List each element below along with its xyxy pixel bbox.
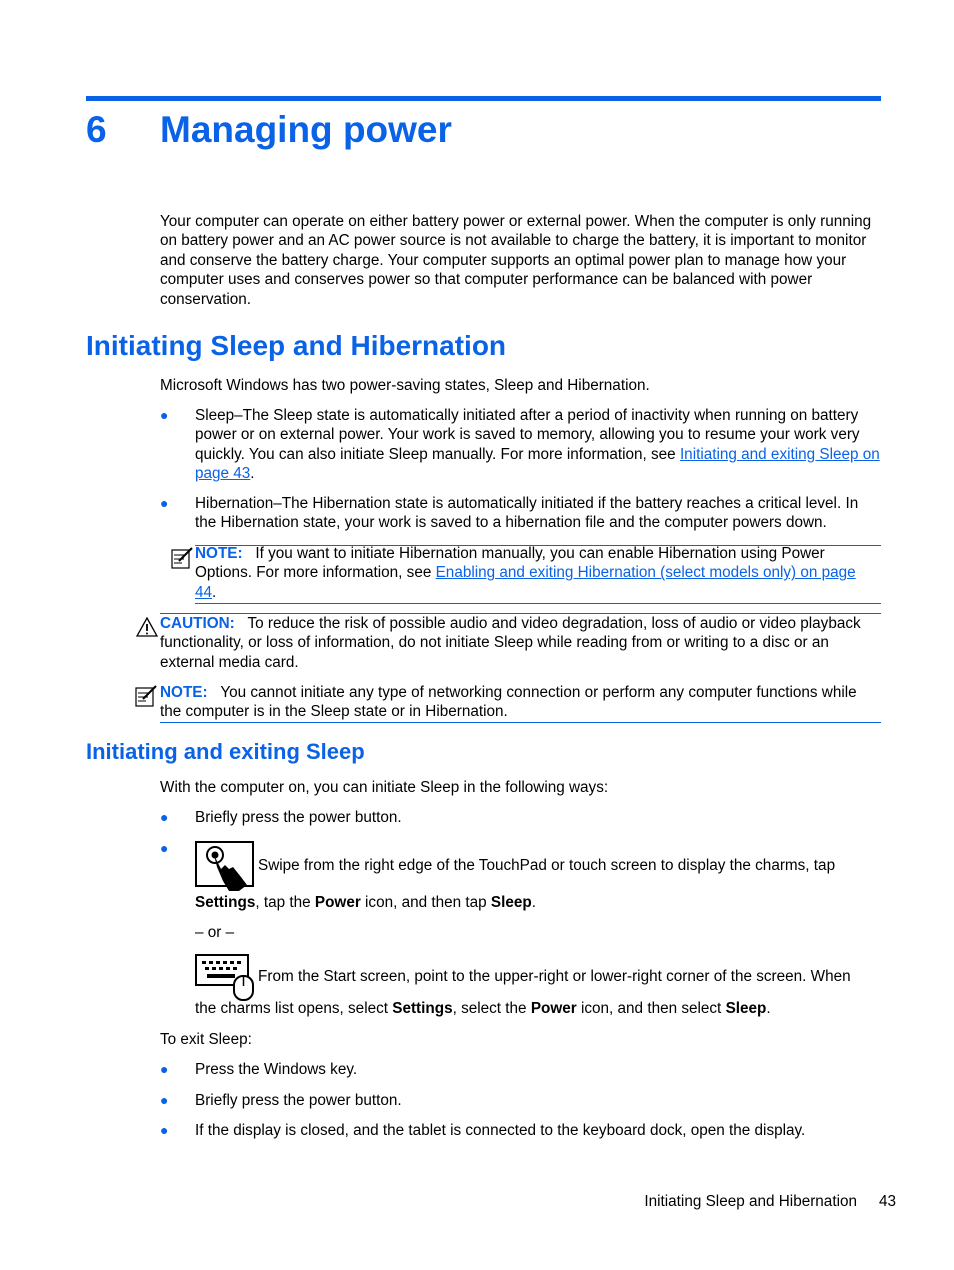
touch-gesture-icon [195, 841, 255, 891]
bullet-marker: ● [160, 840, 169, 856]
bullet-marker: ● [160, 1092, 169, 1108]
note-hibernation: NOTE: If you want to initiate Hibernation manually, you can enable Hibernation using Power Options. For more information, see Enabling and exiting Hibernation (select models only) on page 44. [195, 545, 856, 601]
bullet-windows-key: Press the Windows key. [195, 1061, 358, 1078]
bullet-marker: ● [160, 809, 169, 825]
page-footer [644, 1192, 896, 1211]
chapter-number: 6 [86, 109, 107, 150]
page-number: 43 [878, 1193, 896, 1210]
bullet-marker: ● [160, 407, 169, 423]
keyboard-instruction-line1: From the Start screen, point to the upper-right or lower-right corner of the screen. When [258, 968, 851, 985]
chapter-rule [86, 96, 881, 101]
footer-section: Initiating Sleep and Hibernation [644, 1193, 857, 1210]
link-enabling-hibernation[interactable]: Enabling and exiting Hibernation (select models only) on page 44 [195, 564, 856, 601]
bullet-marker: ● [160, 1122, 169, 1138]
bullet-press-power-exit: Briefly press the power button. [195, 1092, 402, 1109]
warning-icon [136, 617, 158, 637]
caution-text: CAUTION: To reduce the risk of possible audio and video degradation, loss of audio or video playback functionality, or loss of information, do not initiate Sleep while reading from or writing to a disc or an external media card. [160, 615, 861, 671]
section-title: Initiating Sleep and Hibernation [86, 330, 507, 361]
bullet-marker: ● [160, 1061, 169, 1077]
note-label: NOTE: [195, 545, 243, 562]
or-separator: – or – [195, 924, 235, 941]
keyboard-instruction-line2: the charms list opens, select Settings, select the Power icon, and then select Sleep. [195, 1000, 771, 1017]
note-icon [170, 546, 194, 570]
link-initiating-exiting-sleep[interactable]: Initiating and exiting Sleep on page 43 [195, 445, 880, 483]
touch-instruction-line1: Swipe from the right edge of the TouchPad or touch screen to display the charms, tap [258, 857, 836, 874]
subsection-title: Initiating and exiting Sleep [86, 739, 365, 764]
bullet-press-power: Briefly press the power button. [195, 809, 402, 826]
note-rule-bottom [195, 603, 881, 604]
bullet-hibernation: Hibernation–The Hibernation state is automatically initiated if the battery reaches a critical level. In the Hibernation state, your work is saved to a hibernation file and the computer powers down. [195, 495, 859, 532]
bullet-sleep: Sleep–The Sleep state is automatically initiated after a period of inactivity when running on battery power or on external power. Your work is saved to memory, allowing you to resume your work very quickly. You can also initiate Sleep manually. For more information, see Initiating and exiting Sleep on page 43. [195, 407, 880, 483]
touch-instruction-line2: Settings, tap the Power icon, and then tap Sleep. [195, 894, 536, 911]
bullet-marker: ● [160, 495, 169, 511]
note-label: NOTE: [160, 684, 208, 701]
bullet-open-display: If the display is closed, and the tablet is connected to the keyboard dock, open the display. [195, 1122, 806, 1139]
note-rule-bottom [160, 722, 881, 723]
caution-label: CAUTION: [160, 615, 235, 632]
exit-sleep-lead: To exit Sleep: [160, 1031, 252, 1048]
note-sleep-networking: NOTE: You cannot initiate any type of networking connection or perform any computer functions while the computer is in the Sleep state or in Hibernation. [160, 684, 857, 721]
subsection-lead: With the computer on, you can initiate Sleep in the following ways: [160, 779, 609, 796]
intro-paragraph: Your computer can operate on either battery power or external power. When the computer is only running on battery power and an AC power source is not available to charge the battery, it is important to monitor and conserve the battery charge. Your computer supports an optimal power plan to manage how your computer uses and conserves power so that computer performance can be balanced with power conservation. [160, 213, 872, 308]
note-icon [134, 684, 158, 708]
chapter-title: Managing power [160, 109, 452, 150]
keyboard-mouse-icon [195, 954, 257, 1002]
section-lead: Microsoft Windows has two power-saving states, Sleep and Hibernation. [160, 377, 650, 394]
